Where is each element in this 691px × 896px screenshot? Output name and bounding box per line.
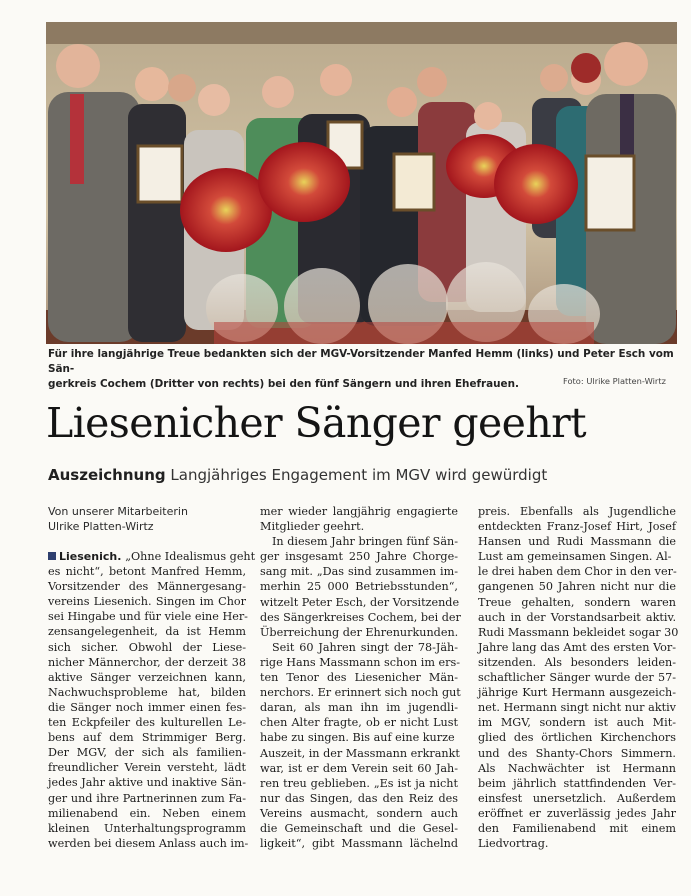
article-text-line: einsfest unersetzlich. Außerdem bbox=[478, 791, 676, 805]
article-text-line: sitzenden. Als besonders leiden- bbox=[478, 655, 676, 669]
article-text-line: ren treu geblieben. „Es ist ja nicht bbox=[260, 776, 458, 790]
article-text-line: die Gemeinschaft und die Gesel- bbox=[260, 821, 458, 835]
article-text-line: schaftlicher Sänger wurde der 57- bbox=[478, 671, 676, 685]
article-text-line: rige Hans Massmann schon im ers- bbox=[260, 655, 460, 669]
article-text-line: bens auf dem Strimmiger Berg. bbox=[48, 731, 246, 745]
article-text-line: freundlicher Verein versteht, lädt bbox=[48, 761, 246, 775]
article-text-line: ten Tenor des Liesenicher Män- bbox=[260, 671, 458, 685]
caption-line-2: gerkreis Cochem (Dritter von rechts) bei den fünf Sängern und ihren Ehefrauen. bbox=[48, 378, 519, 390]
article-text-line: war, ist er dem Verein seit 60 Jah- bbox=[260, 761, 458, 775]
dateline: Liesenich. bbox=[59, 550, 126, 563]
article-text-line: und des Shanty-Chors Simmern. bbox=[478, 746, 676, 760]
article-column-1 bbox=[48, 549, 256, 851]
article-text-line: beim jährlich stattfindenden Ver- bbox=[478, 776, 676, 790]
article-text-line: Liedvortrag. bbox=[478, 837, 549, 851]
article-text-line: ligkeit“, gibt Massmann lächelnd bbox=[260, 837, 458, 851]
article-text-line: Vorsitzender des Männergesang- bbox=[48, 580, 246, 594]
article-text-line: Der MGV, der sich als familien- bbox=[48, 746, 246, 760]
article-text-line: auch in der Vorstandsarbeit aktiv. bbox=[478, 610, 676, 624]
byline bbox=[48, 504, 188, 534]
article-text-line: Nachwuchsprobleme hat, bilden bbox=[48, 685, 246, 699]
article-text-line: den Familienabend mit einem bbox=[478, 821, 676, 835]
article-text-line: Vereins ausmacht, sondern auch bbox=[260, 806, 458, 820]
article-text-line: vereins Liesenich. Singen im Chor bbox=[48, 595, 246, 609]
caption-line-1: Für ihre langjährige Treue bedankten sich der MGV-Vorsitzender Manfed Hemm (links) und Peter Esch vom Sän- bbox=[48, 348, 674, 375]
article-text-line: entdeckten Franz-Josef Hirt, Josef bbox=[478, 520, 676, 534]
article-text-line: witzelt Peter Esch, der Vorsitzende bbox=[260, 595, 460, 609]
article-text-line: Treue gehalten, sondern waren bbox=[478, 595, 676, 609]
article-text-line: werden bei diesem Anlass auch im- bbox=[48, 836, 249, 850]
article-text-fragment: „Ohne Idealismus geht bbox=[125, 550, 256, 563]
article-text-line: habe zu singen. Bis auf eine kurze bbox=[260, 731, 455, 745]
article-headline: Liesenicher Sänger geehrt bbox=[46, 399, 587, 447]
article-text-line: im MGV, sondern ist auch Mit- bbox=[478, 716, 676, 730]
article-text-line: gangenen 50 Jahren nicht nur die bbox=[478, 580, 676, 594]
article-text-line: preis. Ebenfalls als Jugendliche bbox=[478, 505, 676, 518]
article-text-line: sei Hingabe und für viele eine Her- bbox=[48, 610, 248, 624]
article-text-line: Lust am gemeinsamen Singen. Al- bbox=[478, 550, 672, 564]
article-text-line: Rudi Massmann bekleidet sogar 30 bbox=[478, 625, 679, 639]
article-text-line: jedes Jahr aktive und inaktive Sän- bbox=[48, 776, 246, 790]
article-text-line: sang mit. „Das sind zusammen im- bbox=[260, 565, 458, 579]
article-text-line: ger insgesamt 250 Jahre Chorge- bbox=[260, 550, 458, 564]
article-text-line: jährige Kurt Hermann ausgezeich- bbox=[478, 686, 676, 700]
article-text-line: chen Alter fragte, ob er nicht Lust bbox=[260, 716, 458, 730]
article-text-line: mer wieder langjährig engagierte bbox=[260, 505, 458, 518]
article-text-line: nur das Singen, das den Reiz des bbox=[260, 791, 458, 805]
article-text-line: kleinen Unterhaltungsprogramm bbox=[48, 821, 246, 835]
article-text-line: Mitglieder geehrt. bbox=[260, 520, 365, 534]
article-text-line: Auszeit, in der Massmann erkrankt bbox=[260, 746, 460, 760]
article-column-3 bbox=[478, 504, 679, 851]
article-text-line: glied des örtlichen Kirchenchors bbox=[478, 731, 676, 745]
article-text-line: Jahre lang das Amt des ersten Vor- bbox=[478, 640, 676, 654]
subhead-text: Langjähriges Engagement im MGV wird gewürdigt bbox=[170, 466, 548, 484]
article-text-line: merhin 25 000 Betriebsstunden“, bbox=[260, 580, 458, 594]
article-text-line: nerchors. Er erinnert sich noch gut bbox=[260, 686, 461, 700]
article-text-line: des Sängerkreises Cochem, bei der bbox=[260, 610, 461, 624]
byline-author: Ulrike Platten-Wirtz bbox=[48, 520, 154, 533]
article-text-line: ten Eckpfeiler des kulturellen Le- bbox=[48, 716, 246, 730]
article-text-line: sich sicher. Obwohl der Liese- bbox=[48, 640, 246, 654]
article-text-line: Überreichung der Ehrenurkunden. bbox=[260, 625, 459, 639]
article-text-line: Als Nachwächter ist Hermann bbox=[478, 761, 676, 775]
article-text-line: zensangelegenheit, da ist Hemm bbox=[48, 625, 246, 639]
article-text-line: Hansen und Rudi Massmann die bbox=[478, 535, 676, 549]
article-text-line bbox=[48, 549, 256, 564]
byline-line-1: Von unserer Mitarbeiterin bbox=[48, 505, 188, 518]
group-photo-honorees-icon bbox=[46, 22, 677, 344]
article-text-line: aktive Sänger verzeichnen kann, bbox=[48, 670, 246, 684]
photo-credit: Foto: Ulrike Platten-Wirtz bbox=[563, 376, 666, 386]
article-text-line: daran, als man ihn im jugendli- bbox=[260, 701, 458, 715]
article-text-line: net. Hermann singt nicht nur aktiv bbox=[478, 701, 676, 715]
article-text-line: In diesem Jahr bringen fünf Sän- bbox=[272, 535, 458, 549]
subhead-kicker: Auszeichnung bbox=[48, 466, 166, 484]
article-subhead bbox=[48, 465, 678, 485]
article-text-line: nicher Männerchor, der derzeit 38 bbox=[48, 655, 246, 669]
article-text-line: Seit 60 Jahren singt der 78-Jäh- bbox=[272, 640, 458, 654]
article-text-line: eröffnet er zuverlässig jedes Jahr bbox=[478, 806, 676, 820]
article-text-line: le drei haben dem Chor in den ver- bbox=[478, 565, 677, 579]
article-text-line: milienabend ein. Neben einem bbox=[48, 806, 246, 820]
dateline-square-icon bbox=[48, 552, 56, 560]
article-photo bbox=[46, 22, 677, 344]
article-text-line: die Sänger noch immer einen fes- bbox=[48, 700, 246, 714]
article-column-2 bbox=[260, 504, 461, 851]
article-text-line: es nicht“, betont Manfred Hemm, bbox=[48, 565, 246, 579]
article-text-line: ger und ihre Partnerinnen zum Fa- bbox=[48, 791, 246, 805]
